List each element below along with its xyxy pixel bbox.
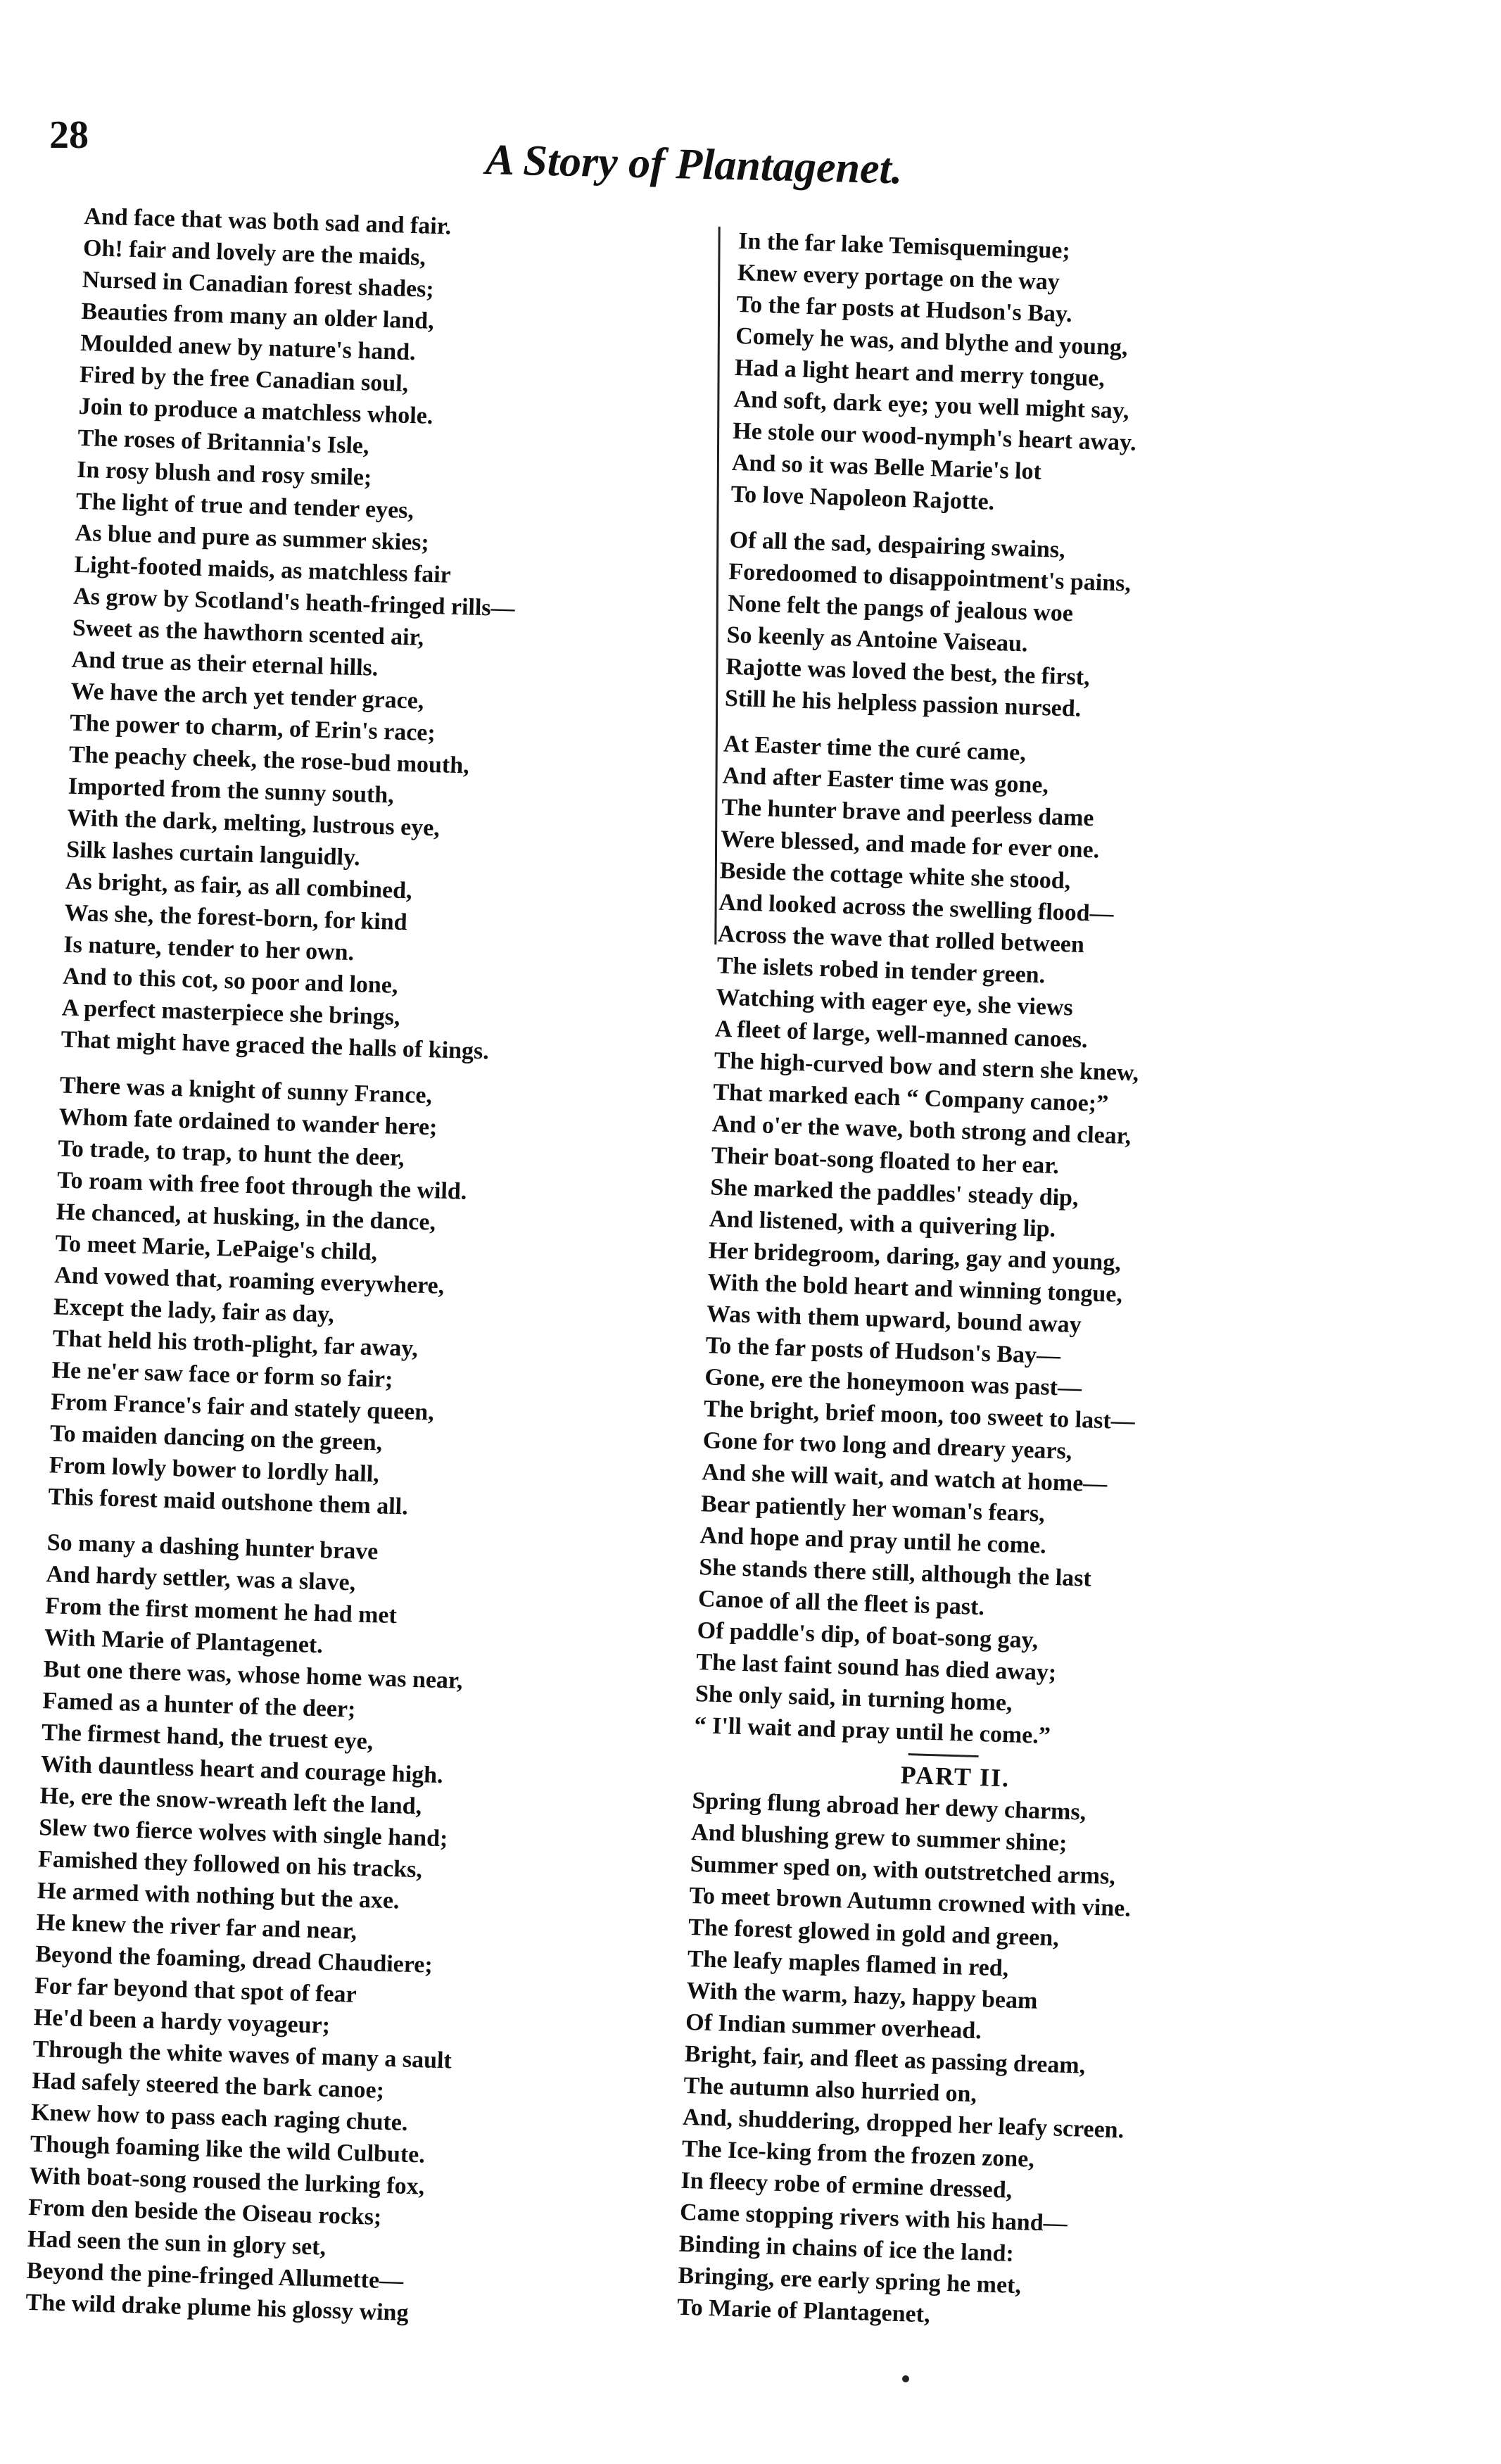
verse-line: To love Napoleon Rajotte. xyxy=(730,481,995,515)
verse-line: She marked the paddles' steady dip, xyxy=(709,1174,1079,1211)
verse-line: And so it was Belle Marie's lot xyxy=(731,449,1042,485)
verse-line: Of all the sad, despairing swains, xyxy=(729,526,1066,563)
verse-line: To meet brown Autumn crowned with vine. xyxy=(689,1882,1132,1922)
right-column xyxy=(676,225,1316,2354)
stanza xyxy=(25,1527,652,2335)
verse-line: The power to charm, of Erin's race; xyxy=(69,709,436,747)
column-divider xyxy=(714,227,720,944)
verse-line: And she will wait, and watch at home— xyxy=(701,1459,1108,1498)
verse-line: Fired by the free Canadian soul, xyxy=(79,361,409,397)
verse-line: Through the white waves of many a sault xyxy=(32,2035,452,2074)
verse-line: The roses of Britannia's Isle, xyxy=(77,424,369,460)
verse-line: From the first moment he had met xyxy=(44,1593,398,1629)
verse-line: The forest glowed in gold and green, xyxy=(688,1914,1060,1952)
verse-line: Was with them upward, bound away xyxy=(706,1301,1082,1339)
verse-line: To meet Marie, LePaige's child, xyxy=(55,1230,378,1266)
verse-line: The light of true and tender eyes, xyxy=(75,488,414,524)
verse-line: Rajotte was loved the best, the first, xyxy=(725,653,1091,691)
verse-line: As grow by Scotland's heath-fringed rills— xyxy=(72,583,516,622)
verse-line: To the far posts at Hudson's Bay. xyxy=(736,291,1073,328)
verse-line: Though foaming like the wild Culbute. xyxy=(30,2130,426,2168)
verse-line: And to this cot, so poor and lone, xyxy=(62,963,398,999)
verse-line: And hardy settler, was a slave, xyxy=(45,1561,356,1596)
verse-line: Had safely steered the bark canoe; xyxy=(31,2067,385,2104)
verse-line: The peachy cheek, the rose-bud mouth, xyxy=(68,741,470,779)
verse-line: But one there was, whose home was near, xyxy=(43,1656,463,1694)
verse-line: The firmest hand, the truest eye, xyxy=(41,1719,374,1755)
verse-line: Oh! fair and lovely are the maids, xyxy=(82,234,426,271)
verse-line: Had a light heart and merry tongue, xyxy=(734,354,1106,392)
verse-line: The leafy maples flamed in red, xyxy=(687,1945,1009,1982)
verse-line: Across the wave that rolled between xyxy=(717,921,1085,959)
verse-line: With the bold heart and winning tongue, xyxy=(707,1269,1123,1308)
verse-line: At Easter time the curé came, xyxy=(723,731,1027,766)
verse-line: Binding in chains of ice the land: xyxy=(678,2230,1015,2267)
verse-line: So many a dashing hunter brave xyxy=(46,1529,379,1565)
verse-line: Beside the cottage white she stood, xyxy=(719,857,1071,895)
stanza xyxy=(730,225,1316,527)
verse-line: Comely he was, and blythe and young, xyxy=(735,322,1128,361)
verse-line: Summer sped on, with outstretched arms, xyxy=(690,1850,1116,1890)
verse-line: Slew two fierce wolves with single hand; xyxy=(38,1814,448,1852)
verse-line: The high-curved bow and stern she knew, xyxy=(714,1047,1139,1087)
verse-line: Were blessed, and made for ever one. xyxy=(720,826,1100,864)
part-heading: PART II. xyxy=(900,1760,1011,1793)
verse-line: And face that was both sad and fair. xyxy=(83,203,452,240)
verse-line: He'd been a hardy voyageur; xyxy=(33,2004,331,2039)
verse-line: To Marie of Plantagenet, xyxy=(676,2294,931,2328)
verse-line: Moulded anew by nature's hand. xyxy=(80,329,417,366)
verse-line: And listened, with a quivering lip. xyxy=(709,1206,1056,1242)
verse-line: The islets robed in tender green. xyxy=(716,952,1046,989)
verse-line: None felt the pangs of jealous woe xyxy=(727,590,1074,627)
verse-line: Had seen the sun in glory set, xyxy=(27,2225,327,2261)
verse-line: Canoe of all the fleet is past. xyxy=(697,1586,985,1621)
verse-line: Famished they followed on his tracks, xyxy=(37,1846,423,1883)
verse-line: Still he his helpless passion nursed. xyxy=(724,685,1082,722)
verse-line: As blue and pure as summer skies; xyxy=(75,519,430,556)
verse-line: Foredoomed to disappointment's pains, xyxy=(728,558,1132,597)
verse-line: From France's fair and stately queen, xyxy=(50,1389,435,1426)
verse-line: The autumn also hurried on, xyxy=(683,2072,977,2108)
verse-line: Beyond the pine-fringed Allumette— xyxy=(26,2257,404,2294)
verse-line: He, ere the snow-wreath left the land, xyxy=(39,1783,422,1820)
verse-line: Famed as a hunter of the deer; xyxy=(42,1688,356,1723)
verse-line: Watching with eager eye, she views xyxy=(715,984,1074,1021)
verse-line: This forest maid outshone them all. xyxy=(48,1484,409,1520)
verse-line: With the dark, melting, lustrous eye, xyxy=(66,804,441,842)
verse-line: He ne'er saw face or form so fair; xyxy=(51,1357,393,1393)
stanza xyxy=(61,201,690,1073)
verse-line: She stands there still, although the last xyxy=(698,1554,1092,1592)
verse-line: Knew how to pass each raging chute. xyxy=(30,2099,408,2136)
verse-line: To the far posts of Hudson's Bay— xyxy=(705,1332,1061,1370)
verse-line: Except the lady, fair as day, xyxy=(53,1294,335,1328)
verse-line: Join to produce a matchless whole. xyxy=(78,393,433,429)
verse-line: And o'er the wave, both strong and clear, xyxy=(711,1111,1132,1150)
verse-line: And looked across the swelling flood— xyxy=(718,889,1115,928)
verse-line: A perfect masterpiece she brings, xyxy=(61,994,400,1030)
verse-line: With Marie of Plantagenet. xyxy=(44,1624,324,1659)
verse-line: Bringing, ere early spring he met, xyxy=(677,2262,1022,2299)
stanza xyxy=(48,1070,665,1530)
verse-line: As bright, as fair, as all combined, xyxy=(65,868,413,904)
verse-line: For far beyond that spot of fear xyxy=(34,1973,357,2008)
verse-line: And soft, dark eye; you well might say, xyxy=(733,386,1129,424)
verse-line: Nursed in Canadian forest shades; xyxy=(82,266,435,303)
verse-line: He knew the river far and near, xyxy=(36,1909,357,1945)
verse-line: That held his troth-plight, far away, xyxy=(52,1325,419,1362)
verse-line: He chanced, at husking, in the dance, xyxy=(56,1199,436,1236)
stanza xyxy=(677,1785,1269,2340)
verse-line: With the warm, hazy, happy beam xyxy=(686,1977,1038,2014)
verse-line: Whom fate ordained to wander here; xyxy=(58,1104,438,1141)
verse-line: And, shuddering, dropped her leafy screen. xyxy=(682,2104,1125,2144)
verse-line: Imported from the sunny south, xyxy=(68,773,395,809)
verse-line: Gone, ere the honeymoon was past— xyxy=(704,1364,1082,1402)
verse-line: In the far lake Temisquemingue; xyxy=(737,227,1071,264)
verse-line: In rosy blush and rosy smile; xyxy=(76,456,372,491)
verse-line: There was a knight of sunny France, xyxy=(59,1072,433,1109)
printer-mark xyxy=(902,2375,909,2382)
verse-line: Bear patiently her woman's fears, xyxy=(700,1491,1046,1527)
verse-line: He armed with nothing but the axe. xyxy=(37,1878,400,1914)
verse-line: That might have graced the halls of kings. xyxy=(61,1026,490,1065)
verse-line: We have the arch yet tender grace, xyxy=(70,678,424,714)
verse-line: And vowed that, roaming everywhere, xyxy=(53,1262,445,1299)
verse-line: The Ice-king from the frozen zone, xyxy=(681,2135,1035,2173)
verse-line: Knew every portage on the way xyxy=(737,259,1060,296)
verse-line: The hunter brave and peerless dame xyxy=(721,794,1094,832)
stanza xyxy=(694,728,1300,1759)
verse-line: Is nature, tender to her own. xyxy=(63,931,355,966)
verse-line: Silk lashes curtain languidly. xyxy=(65,836,361,871)
verse-line: Bright, fair, and fleet as passing dream, xyxy=(684,2040,1086,2079)
verse-line: With dauntless heart and courage high. xyxy=(40,1751,444,1789)
verse-line: Beyond the foaming, dread Chaudiere; xyxy=(34,1941,433,1978)
verse-line: The bright, brief moon, too sweet to last— xyxy=(703,1396,1136,1435)
verse-line: The wild drake plume his glossy wing xyxy=(25,2289,410,2327)
stanza xyxy=(724,524,1307,731)
verse-line: And after Easter time was gone, xyxy=(722,762,1049,799)
verse-line: Light-footed maids, as matchless fair xyxy=(74,551,452,588)
verse-line: To roam with free foot through the wild. xyxy=(56,1167,467,1205)
verse-line: Was she, the forest-born, for kind xyxy=(64,899,408,936)
verse-line: Her bridegroom, daring, gay and young, xyxy=(708,1237,1122,1276)
section-rule xyxy=(908,1753,979,1757)
verse-line: So keenly as Antoine Vaiseau. xyxy=(726,621,1029,657)
verse-line: And hope and pray until he come. xyxy=(699,1522,1047,1559)
verse-line: To maiden dancing on the green, xyxy=(49,1420,383,1456)
verse-line: From den beside the Oiseau rocks; xyxy=(27,2194,382,2230)
verse-line: Sweet as the hawthorn scented air, xyxy=(72,614,424,651)
verse-line: Beauties from many an older land, xyxy=(81,298,435,334)
verse-line: Gone for two long and dreary years, xyxy=(702,1427,1072,1465)
verse-line: In fleecy robe of ermine dressed, xyxy=(680,2167,1013,2204)
verse-line: And true as their eternal hills. xyxy=(71,646,379,681)
left-column xyxy=(25,201,689,2349)
verse-line: The last faint sound has died away; xyxy=(695,1649,1057,1686)
verse-line: A fleet of large, well-manned canoes. xyxy=(714,1016,1089,1054)
verse-line: Of Indian summer overhead. xyxy=(685,2009,982,2045)
verse-line: Their boat-song floated to her ear. xyxy=(711,1142,1060,1180)
page-header xyxy=(49,106,1402,194)
verse-line: He stole our wood-nymph's heart away. xyxy=(732,417,1137,456)
verse-line: “ I'll wait and pray until he come.” xyxy=(694,1712,1051,1750)
verse-line: Of paddle's dip, of boat-song gay, xyxy=(697,1617,1039,1654)
verse-line: And blushing grew to summer shine; xyxy=(690,1819,1068,1857)
verse-line: From lowly bower to lordly hall, xyxy=(49,1452,380,1488)
verse-line: With boat-song roused the lurking fox, xyxy=(29,2162,425,2200)
verse-line: Spring flung abroad her dewy charms, xyxy=(692,1788,1087,1826)
verse-line: That marked each “ Company canoe;” xyxy=(712,1079,1109,1118)
verse-line: To trade, to trap, to hunt the deer, xyxy=(57,1135,405,1172)
verse-line: Came stopping rivers with his hand— xyxy=(679,2199,1068,2237)
running-title: A Story of Plantagenet. xyxy=(485,136,904,194)
verse-line: She only said, in turning home, xyxy=(695,1681,1013,1717)
page-number: 28 xyxy=(49,113,89,157)
